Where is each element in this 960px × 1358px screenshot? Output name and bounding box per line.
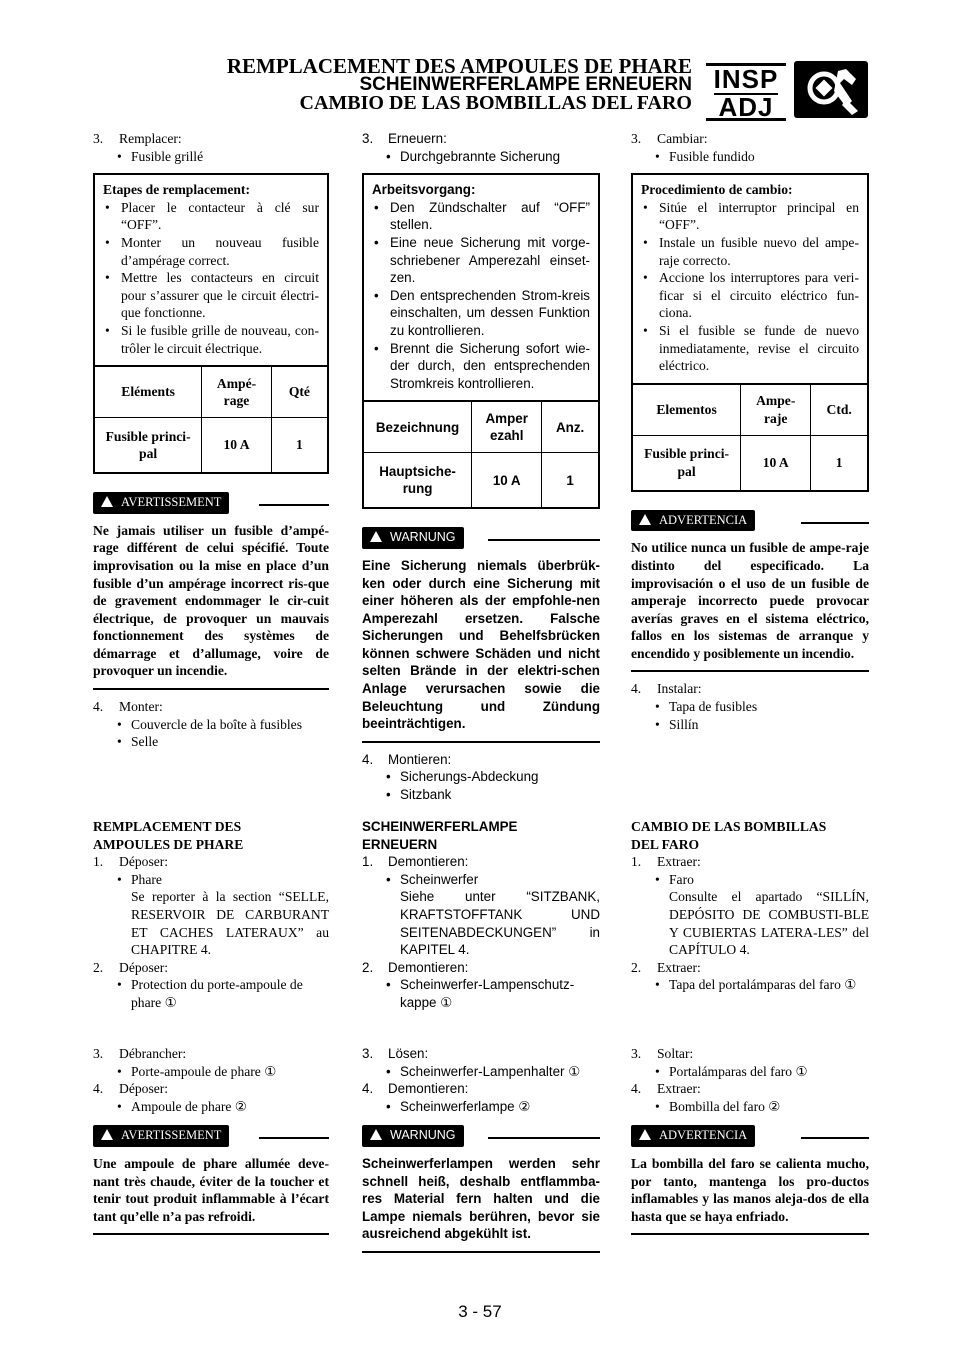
warning-text: Scheinwerferlampen werden sehr schnell heiß, deshalb entflammba-res Material fern halten und die Lampe niemals berühren, bevor sie ausreichend abgekühlt ist. xyxy=(362,1147,600,1253)
step-3: 3. Lösen: xyxy=(362,1046,429,1061)
warning-label: AVERTISSEMENT xyxy=(93,1125,229,1147)
list-item: • Phare xyxy=(93,871,329,889)
step-4: 4. Instalar: xyxy=(631,681,702,697)
table-header: Ctd. xyxy=(811,384,867,436)
warning-triangle-icon xyxy=(101,1129,113,1140)
list-item: • Fusible fundido xyxy=(631,148,869,166)
header-title-de: SCHEINWERFERLAMPE ERNEUERN xyxy=(359,74,692,95)
list-item: • Portalámparas del faro ① xyxy=(631,1063,869,1081)
warning-block xyxy=(631,510,869,673)
step-3: 3. Débrancher: xyxy=(93,1046,187,1061)
page-number: 3 - 57 xyxy=(458,1302,502,1321)
fuse-table xyxy=(633,383,867,490)
step-1: 1. Déposer: xyxy=(93,854,169,870)
list-item: • Scheinwerferlampe ② xyxy=(362,1098,600,1116)
procedure-item: • Instale un fusible nuevo del ampe-raje correcto. xyxy=(633,234,867,269)
section-title: ERNEUERN xyxy=(362,836,438,852)
table-cell: 10 A xyxy=(472,453,542,508)
warning-block xyxy=(93,1125,329,1235)
list-item: • Tapa de fusibles xyxy=(631,698,869,716)
list-item: • Faro xyxy=(631,871,869,889)
procedure-item: • Den Zündschalter auf “OFF” stellen. xyxy=(364,199,598,234)
warning-triangle-icon xyxy=(370,1129,382,1140)
warning-label: ADVERTENCIA xyxy=(631,510,755,532)
procedure-item: • Accione los interruptores para veri-ficar si el circuito eléctrico fun-ciona. xyxy=(633,269,867,322)
warning-rule xyxy=(259,1137,329,1139)
warning-triangle-icon xyxy=(639,1129,651,1140)
warning-text: No utilice nunca un fusible de ampe-raje distinto del especificado. La improvisación o el uso de un fusible de amperaje incorrecto puede provocar averías graves en el sistema eléctrico, fallos en los sistemas de arranque y encendido y posiblemente un incendio. xyxy=(631,531,869,672)
cross-reference: Consulte el apartado “SILLÍN, DEPÓSITO DE COMBUSTI-BLE Y CUBIERTAS LATERA-LES” del CAPÍTULO 4. xyxy=(669,889,869,958)
warning-label: ADVERTENCIA xyxy=(631,1125,755,1147)
table-cell: 1 xyxy=(542,453,598,508)
fuse-table xyxy=(95,365,327,472)
warning-label: WARNUNG xyxy=(362,1125,464,1147)
badge-adj: ADJ xyxy=(718,92,774,122)
section-title: REMPLACEMENT DES xyxy=(93,819,242,834)
warning-text: Une ampoule de phare allumée deve-nant très chaude, éviter de la toucher et tenir tout produit inflammable à l’écart tant qu’elle n’a pas refroidi. xyxy=(93,1147,329,1235)
procedure-item: • Mettre les contacteurs en circuit pour s’assurer que le circuit électri-que fonctionne. xyxy=(95,269,327,322)
table-header: Anz. xyxy=(542,401,598,453)
table-cell: 10 A xyxy=(741,435,811,490)
bulb-steps-spanish xyxy=(631,1045,869,1235)
wrench-and-gauge-icon xyxy=(794,61,868,118)
cross-reference: Siehe unter “SITZBANK, KRAFTSTOFFTANK UND SEITENABDECKUNGEN” in KAPITEL 4. xyxy=(400,889,600,958)
column-spanish xyxy=(631,130,869,733)
table-header: Amper ezahl xyxy=(472,401,542,453)
list-item: • Selle xyxy=(93,733,329,751)
table-cell: 10 A xyxy=(202,418,272,473)
warning-block xyxy=(93,492,329,690)
procedure-title: Etapes de remplacement: xyxy=(103,182,250,198)
table-cell: Fusible princi-pal xyxy=(644,446,730,479)
cross-reference: Se reporter à la section “SELLE, RESERVOIR DE CARBURANT ET CACHES LATERAUX” au CHAPITRE 4. xyxy=(131,889,329,958)
list-item: • Bombilla del faro ② xyxy=(631,1098,869,1116)
warning-rule xyxy=(801,522,869,524)
bulb-section-german xyxy=(362,818,600,1012)
step-4: 4. Montieren: xyxy=(362,751,452,767)
bulb-section-french xyxy=(93,818,329,1012)
table-cell: Hauptsiche-rung xyxy=(379,463,456,497)
bulb-steps-german xyxy=(362,1045,600,1253)
procedure-title: Arbeitsvorgang: xyxy=(372,182,476,198)
table-header: Bezeichnung xyxy=(364,401,472,453)
section-badge xyxy=(706,63,786,121)
step-4: 4. Extraer: xyxy=(631,1081,701,1097)
column-french xyxy=(93,130,329,751)
list-item: • Scheinwerfer xyxy=(362,871,600,889)
page-header xyxy=(0,0,960,120)
list-item: • Ampoule de phare ② xyxy=(93,1098,329,1116)
list-item: • Scheinwerfer-Lampenschutz-kappe ① xyxy=(362,976,600,1011)
section-title: CAMBIO DE LAS BOMBILLAS xyxy=(631,819,827,834)
step-2: 2. Extraer: xyxy=(631,959,701,975)
table-header: Eléments xyxy=(95,366,202,418)
warning-block xyxy=(362,527,600,743)
section-title: DEL FARO xyxy=(631,836,700,852)
procedure-box xyxy=(93,173,329,474)
list-item: • Fusible grillé xyxy=(93,148,329,166)
warning-block xyxy=(362,1125,600,1253)
header-title-es: CAMBIO DE LAS BOMBILLAS DEL FARO xyxy=(299,92,692,114)
procedure-item: • Sitúe el interruptor principal en “OFF”. xyxy=(633,199,867,234)
table-cell: Fusible princi-pal xyxy=(105,428,191,462)
header-title-fr: REMPLACEMENT DES AMPOULES DE PHARE xyxy=(226,54,692,78)
procedure-item: • Den entsprechenden Strom-kreis einschalten, um dessen Funktion zu kontrollieren. xyxy=(364,287,598,340)
step-1: 1. Demontieren: xyxy=(362,854,469,870)
bulb-section-spanish xyxy=(631,818,869,994)
warning-text: La bombilla del faro se calienta mucho, por tanto, mantenga los pro-ductos inflamables y las manos aleja-dos de ella hasta que se haya enfriado. xyxy=(631,1147,869,1235)
section-title: SCHEINWERFERLAMPE xyxy=(362,819,518,834)
step-3: 3. Remplacer: xyxy=(93,131,182,146)
warning-label: WARNUNG xyxy=(362,527,464,549)
table-header: Ampe-raje xyxy=(741,384,811,436)
procedure-item: • Brennt die Sicherung sofort wie-der durch, den entsprechenden Stromkreis kontrollieren. xyxy=(364,340,598,393)
warning-triangle-icon xyxy=(370,531,382,542)
column-german xyxy=(362,130,600,804)
procedure-item: • Monter un nouveau fusible d’ampérage correct. xyxy=(95,234,327,269)
step-4: 4. Monter: xyxy=(93,699,163,715)
procedure-title: Procedimiento de cambio: xyxy=(641,182,793,198)
bulb-steps-french xyxy=(93,1045,329,1235)
warning-text: Eine Sicherung niemals überbrük-ken oder durch eine Sicherung mit einer höheren als der empfohle-nen Amperezahl ersetzen. Falsche Sicherungen und Behelfsbrücken können schwere Schäden und nicht selten Brände in der elektri-schen Anlage verursachen sowie die Beleuchtung und Zündung beeinträchtigen. xyxy=(362,549,600,743)
table-header: Qté xyxy=(271,366,327,418)
fuse-table xyxy=(364,400,598,507)
warning-triangle-icon xyxy=(639,514,651,525)
step-3: 3. Soltar: xyxy=(631,1046,694,1061)
procedure-box xyxy=(631,173,869,492)
step-2: 2. Demontieren: xyxy=(362,959,469,975)
step-4: 4. Demontieren: xyxy=(362,1081,469,1097)
badge-insp: INSP xyxy=(713,64,779,94)
list-item: • Porte-ampoule de phare ① xyxy=(93,1063,329,1081)
table-cell: 1 xyxy=(811,435,867,490)
list-item: • Scheinwerfer-Lampenhalter ① xyxy=(362,1063,600,1081)
table-header: Elementos xyxy=(633,384,741,436)
step-4: 4. Déposer: xyxy=(93,1081,169,1097)
list-item: • Tapa del portalámparas del faro ① xyxy=(631,976,869,994)
warning-rule xyxy=(488,1137,600,1139)
list-item: • Couvercle de la boîte à fusibles xyxy=(93,716,329,734)
list-item: • Sitzbank xyxy=(362,786,600,804)
list-item: • Sicherungs-Abdeckung xyxy=(362,768,600,786)
procedure-item: • Eine neue Sicherung mit vorge-schriebener Amperezahl einset-zen. xyxy=(364,234,598,287)
warning-rule xyxy=(259,504,329,506)
list-item: • Durchgebrannte Sicherung xyxy=(362,148,600,166)
warning-block xyxy=(631,1125,869,1235)
procedure-item: • Placer le contacteur à clé sur “OFF”. xyxy=(95,199,327,234)
warning-rule xyxy=(801,1137,869,1139)
warning-label: AVERTISSEMENT xyxy=(93,492,229,514)
list-item: • Protection du porte-ampoule de phare ① xyxy=(93,976,329,1011)
step-3: 3. Cambiar: xyxy=(631,131,708,146)
procedure-box xyxy=(362,173,600,509)
warning-rule xyxy=(488,539,600,541)
table-cell: 1 xyxy=(271,418,327,473)
warning-text: Ne jamais utiliser un fusible d’ampé-rage différent de celui spécifié. Toute improvisation ou la mise en place d’un fusible d’un ampérage incorrect ris-que de gravement endommager le cir-cuit électrique, de provoquer un mauvais fonctionnement des systèmes de démarrage et d’allumage, voire de provoquer un incendie. xyxy=(93,514,329,690)
step-3: 3. Erneuern: xyxy=(362,131,447,146)
warning-triangle-icon xyxy=(101,496,113,507)
list-item: • Sillín xyxy=(631,716,869,734)
step-1: 1. Extraer: xyxy=(631,854,701,870)
section-title: AMPOULES DE PHARE xyxy=(93,836,244,852)
procedure-item: • Si el fusible se funde de nuevo inmediatamente, revise el circuito eléctrico. xyxy=(633,322,867,375)
step-2: 2. Déposer: xyxy=(93,959,169,975)
table-header: Ampé-rage xyxy=(202,366,272,418)
procedure-item: • Si le fusible grille de nouveau, con-trôler le circuit électrique. xyxy=(95,322,327,357)
